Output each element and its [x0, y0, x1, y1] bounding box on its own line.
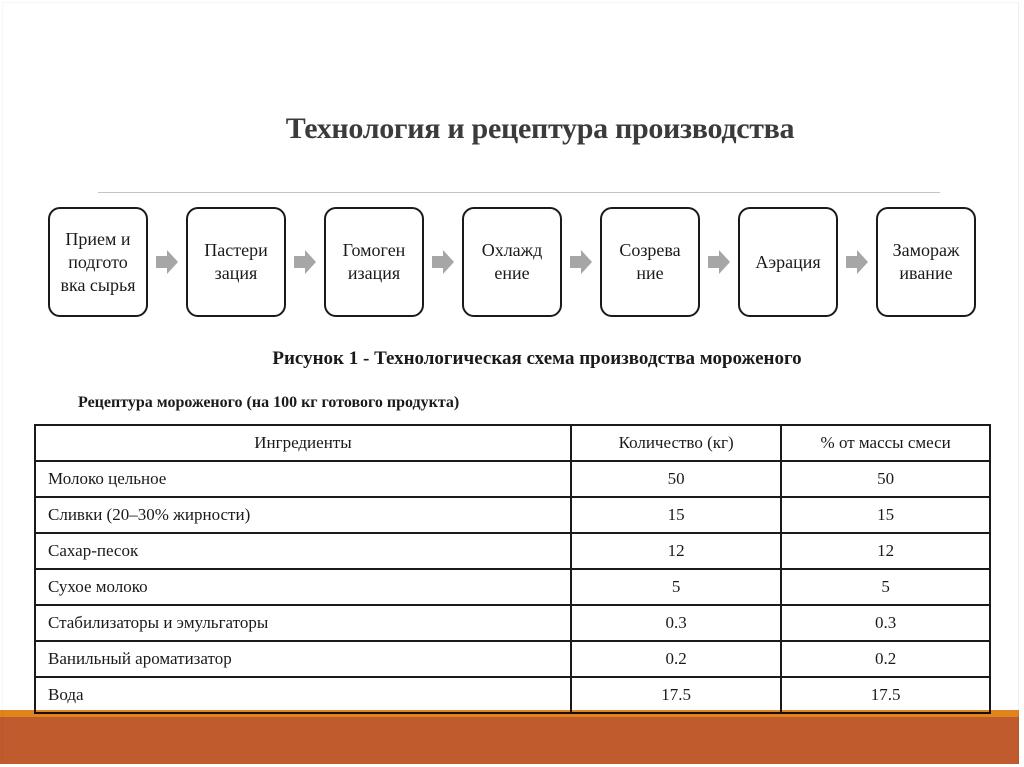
flow-step-aeration: Аэрация	[738, 207, 838, 317]
table-row	[35, 533, 990, 569]
ingredient-quantity: 17.5	[571, 677, 781, 713]
recipe-table	[34, 424, 991, 714]
ingredient-percent: 0.3	[781, 605, 990, 641]
right-arrow-icon	[294, 250, 316, 274]
ingredient-name: Молоко цельное	[35, 461, 571, 497]
ingredient-quantity: 12	[571, 533, 781, 569]
flow-step-cooling: Охлажд ение	[462, 207, 562, 317]
table-header-row	[35, 425, 990, 461]
ingredient-name: Стабилизаторы и эмульгаторы	[35, 605, 571, 641]
ingredient-name: Сухое молоко	[35, 569, 571, 605]
flow-step-freezing: Замораж ивание	[876, 207, 976, 317]
table-row	[35, 569, 990, 605]
right-arrow-icon	[708, 250, 730, 274]
ingredient-quantity: 0.3	[571, 605, 781, 641]
table-row	[35, 605, 990, 641]
table-caption: Рецептура мороженого (на 100 кг готового продукта)	[78, 394, 460, 411]
ingredient-name: Вода	[35, 677, 571, 713]
process-flow-diagram	[0, 0, 1024, 330]
ingredient-percent: 15	[781, 497, 990, 533]
ingredient-percent: 17.5	[781, 677, 990, 713]
ingredient-quantity: 15	[571, 497, 781, 533]
ingredient-name: Ванильный ароматизатор	[35, 641, 571, 677]
slide-title: Технология и рецептура производства	[285, 112, 795, 145]
table-row	[35, 677, 990, 713]
ingredient-percent: 12	[781, 533, 990, 569]
flow-step-pasteurization: Пастери зация	[186, 207, 286, 317]
ingredient-percent: 50	[781, 461, 990, 497]
table-row	[35, 461, 990, 497]
header-ingredients: Ингредиенты	[35, 425, 571, 461]
figure-caption: Рисунок 1 - Технологическая схема производства мороженого	[272, 348, 802, 369]
header-percent: % от массы смеси	[781, 425, 990, 461]
ingredient-quantity: 0.2	[571, 641, 781, 677]
flow-step-maturation: Созрева ние	[600, 207, 700, 317]
ingredient-name: Сливки (20–30% жирности)	[35, 497, 571, 533]
right-arrow-icon	[570, 250, 592, 274]
ingredient-percent: 0.2	[781, 641, 990, 677]
flow-step-homogenization: Гомоген изация	[324, 207, 424, 317]
ingredient-quantity: 5	[571, 569, 781, 605]
flow-step-reception: Прием и подгото вка сырья	[48, 207, 148, 317]
header-quantity: Количество (кг)	[571, 425, 781, 461]
right-arrow-icon	[432, 250, 454, 274]
ingredient-quantity: 50	[571, 461, 781, 497]
ingredient-name: Сахар-песок	[35, 533, 571, 569]
ingredient-percent: 5	[781, 569, 990, 605]
right-arrow-icon	[846, 250, 868, 274]
table-row	[35, 497, 990, 533]
footer-band-orange	[0, 710, 1019, 717]
table-row	[35, 641, 990, 677]
footer-band-rust	[0, 717, 1019, 764]
right-arrow-icon	[156, 250, 178, 274]
